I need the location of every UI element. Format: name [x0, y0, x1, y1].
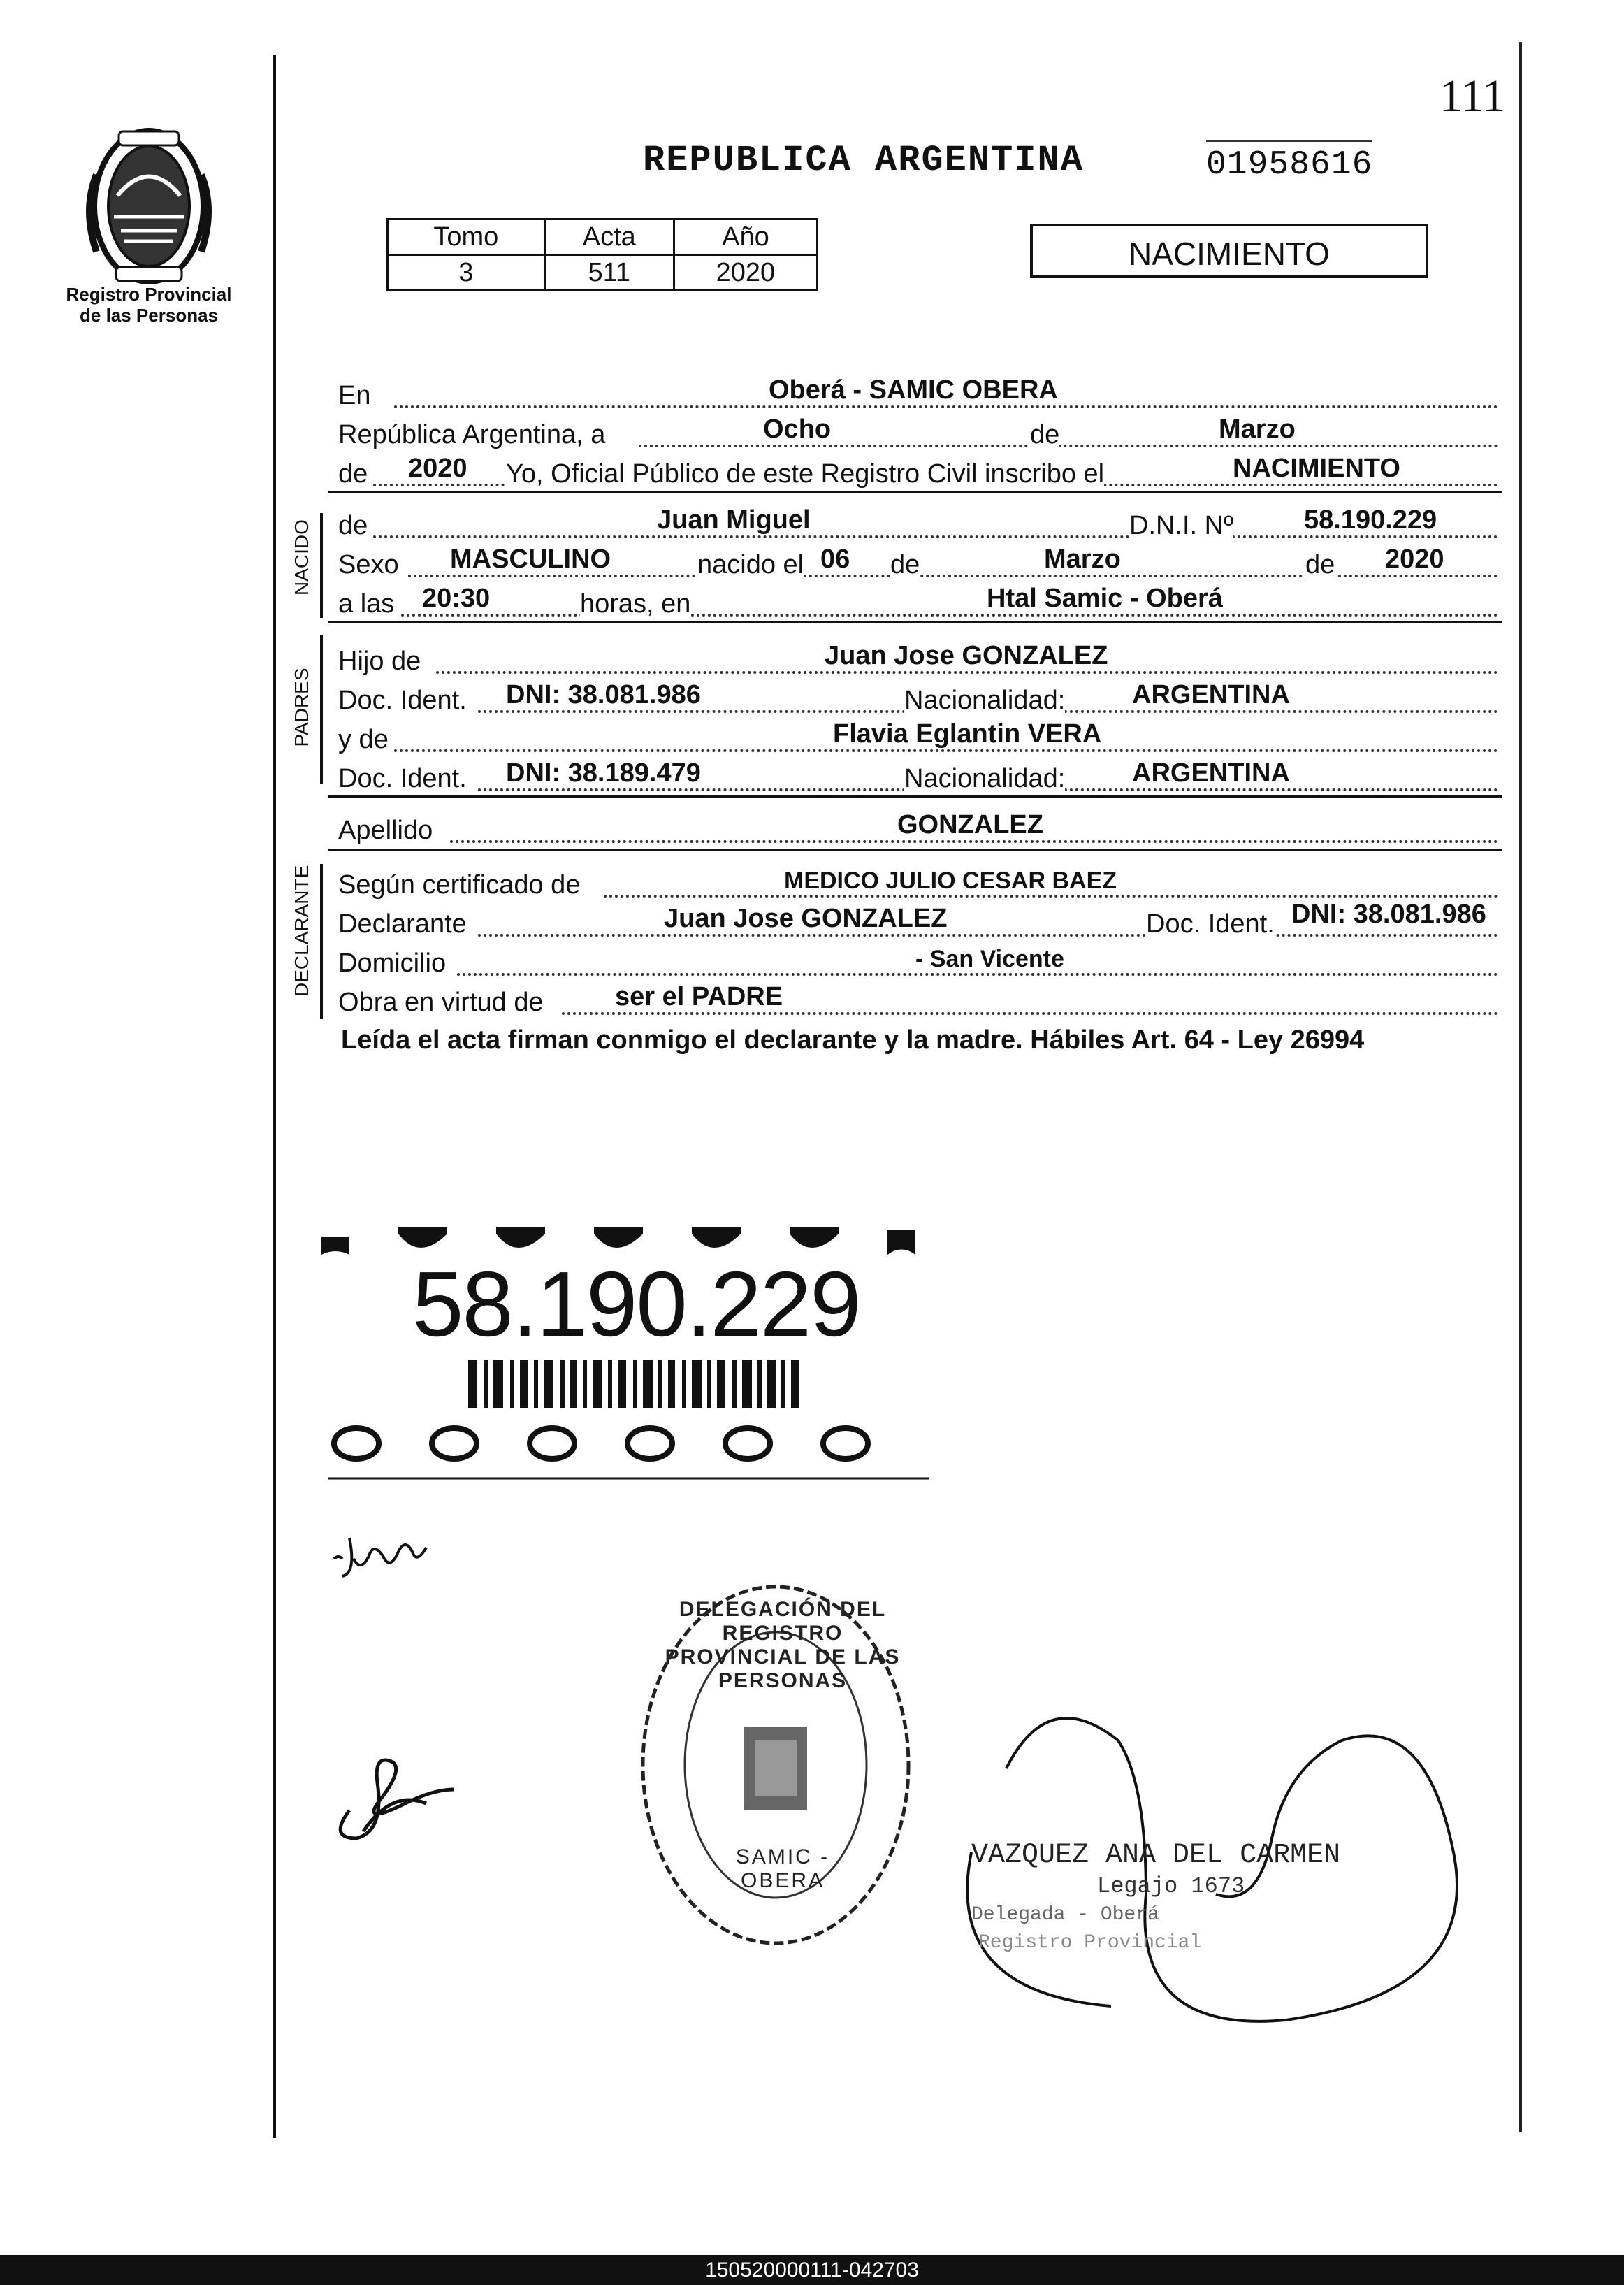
header-tomo: Tomo	[388, 219, 545, 255]
value-obra: ser el PADRE	[615, 982, 783, 1011]
line-domicilio	[338, 938, 1498, 980]
barcode-number: 58.190.229	[412, 1253, 860, 1355]
page-number: 111	[1440, 71, 1506, 122]
label-de-birth-year: de	[1305, 550, 1335, 579]
section-divider	[328, 621, 1502, 623]
value-child-dni: 58.190.229	[1304, 505, 1437, 535]
line-cert	[338, 860, 1498, 902]
section-declarante-label: DECLARANTE	[291, 865, 312, 997]
record-type-box: NACIMIENTO	[1030, 224, 1428, 278]
label-inscribo: Yo, Oficial Público de este Registro Civil inscribo el	[506, 459, 1105, 489]
serial-number: 01958616	[1206, 140, 1372, 184]
value-year: 2020	[408, 454, 467, 483]
label-en: En	[338, 381, 371, 410]
label-doc: Doc. Ident.	[338, 764, 467, 793]
value-anio: 2020	[674, 255, 817, 291]
declarant-signature-icon	[321, 1727, 461, 1866]
label-nacionalidad: Nacionalidad:	[904, 764, 1066, 793]
section-bar	[320, 864, 323, 1019]
value-time: 20:30	[422, 584, 491, 613]
value-mother-doc: DNI: 38.189.479	[506, 758, 701, 788]
value-day: Ocho	[763, 415, 832, 444]
section-divider	[328, 491, 1502, 493]
value-mother-nationality: ARGENTINA	[1132, 758, 1290, 788]
label-nacionalidad: Nacionalidad:	[904, 686, 1066, 715]
value-month: Marzo	[1219, 415, 1296, 444]
footer-code: 150520000111-042703	[0, 2255, 1624, 2285]
section-bar	[320, 513, 323, 618]
officer-legajo: Legajo 1673	[1097, 1873, 1245, 1899]
right-margin-rule	[1519, 42, 1522, 2132]
label-de-year: de	[338, 459, 368, 489]
value-birth-day: 06	[820, 545, 850, 574]
label-sexo: Sexo	[338, 550, 399, 579]
section-divider	[328, 849, 1502, 851]
officer-signature-icon	[950, 1643, 1481, 2034]
label-republica: República Argentina, a	[338, 420, 606, 449]
label-horas: horas, en	[580, 589, 691, 619]
value-birth-month: Marzo	[1044, 545, 1121, 574]
header-anio: Año	[674, 219, 817, 255]
label-name: de	[338, 511, 368, 540]
line-declarante	[338, 899, 1498, 941]
line-en	[338, 370, 1498, 412]
line-sexo	[338, 540, 1498, 582]
label-time: a las	[338, 589, 395, 619]
value-birth-place: Htal Samic - Oberá	[987, 584, 1223, 613]
label-de-birth: de	[890, 550, 920, 579]
label-hijo: Hijo de	[338, 647, 421, 676]
issuer-line1: Registro Provincial	[66, 284, 232, 305]
label-apellido: Apellido	[338, 816, 433, 845]
initials-signature-icon	[328, 1524, 468, 1580]
label-domicilio: Domicilio	[338, 949, 447, 978]
header-acta: Acta	[544, 219, 674, 255]
value-tomo: 3	[388, 255, 545, 291]
label-declarante: Declarante	[338, 909, 467, 939]
label-de-month: de	[1030, 420, 1060, 449]
value-father-doc: DNI: 38.081.986	[506, 680, 701, 709]
value-mother-name: Flavia Eglantin VERA	[833, 719, 1102, 749]
value-father-name: Juan Jose GONZALEZ	[825, 641, 1108, 670]
label-doc: Doc. Ident.	[1146, 909, 1275, 939]
officer-name: VAZQUEZ ANA DEL CARMEN	[971, 1840, 1341, 1871]
line-mother-doc	[338, 754, 1498, 795]
country-title: REPUBLICA ARGENTINA	[643, 140, 1084, 181]
value-place: Oberá - SAMIC OBERA	[769, 375, 1058, 405]
label-dni: D.N.I. Nº	[1129, 511, 1233, 540]
value-inscribo: NACIMIENTO	[1233, 454, 1400, 483]
line-father	[338, 636, 1498, 678]
left-margin-rule	[273, 55, 276, 2138]
stamp-office: SAMIC - OBERA	[735, 1845, 830, 1892]
register-table	[386, 218, 818, 291]
value-child-name: Juan Miguel	[657, 505, 811, 535]
officer-role1: Delegada - Oberá	[971, 1904, 1159, 1926]
value-declarante: Juan Jose GONZALEZ	[664, 904, 948, 933]
closing-text: Leída el acta firman conmigo el declarante y la madre. Hábiles Art. 64 - Ley 26994	[341, 1025, 1365, 1055]
section-divider	[328, 795, 1502, 798]
value-cert: MEDICO JULIO CESAR BAEZ	[784, 867, 1117, 894]
line-obra	[338, 977, 1498, 1019]
value-declarante-doc: DNI: 38.081.986	[1291, 900, 1486, 929]
officer-role2: Registro Provincial	[978, 1932, 1202, 1954]
issuer-label	[42, 284, 256, 326]
label-doc: Doc. Ident.	[338, 686, 467, 715]
provincial-seal-icon	[75, 119, 222, 294]
label-yde: y de	[338, 725, 389, 754]
label-nacido: nacido el	[697, 550, 804, 579]
line-time	[338, 579, 1498, 621]
line-father-doc	[338, 675, 1498, 717]
line-date	[338, 410, 1498, 452]
issuer-line2: de las Personas	[80, 305, 218, 326]
section-padres-label: PADRES	[291, 668, 312, 747]
line-apellido	[338, 805, 1498, 847]
label-cert: Según certificado de	[338, 870, 581, 900]
value-birth-year: 2020	[1385, 545, 1444, 574]
stamp-ring-text: DELEGACIÓN DEL REGISTRO PROVINCIAL DE LAS PERSONAS	[665, 1598, 901, 1692]
line-inscribo	[338, 449, 1498, 491]
line-name	[338, 500, 1498, 542]
section-nacido-label: NACIDO	[291, 519, 312, 596]
value-domicilio: - San Vicente	[915, 946, 1064, 972]
value-sexo: MASCULINO	[450, 545, 611, 574]
label-obra: Obra en virtud de	[338, 988, 544, 1017]
value-apellido: GONZALEZ	[897, 810, 1043, 839]
section-bar	[320, 635, 323, 784]
line-mother	[338, 714, 1498, 756]
value-father-nationality: ARGENTINA	[1132, 680, 1290, 709]
value-acta: 511	[544, 255, 674, 291]
